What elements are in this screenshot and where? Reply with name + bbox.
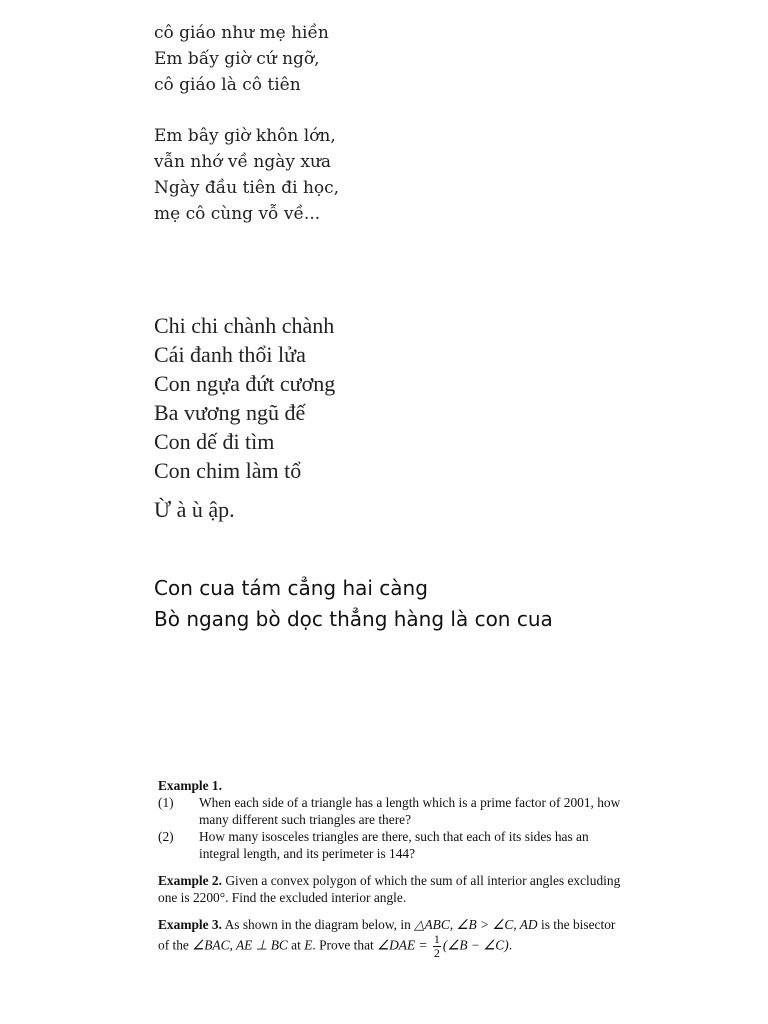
- poem-line: Ngày đầu tiên đi học,: [154, 178, 340, 198]
- item-text: When each side of a triangle has a length which is a prime factor of 2001, how many different such triangles are there?: [199, 795, 621, 827]
- math-expression: ∠DAE =: [377, 937, 428, 953]
- math-expression: △ABC, ∠B > ∠C, AD: [414, 917, 538, 932]
- poem-line: Con chim làm tổ: [154, 458, 302, 483]
- math-expression: E: [304, 937, 313, 953]
- example-3-label: Example 3.: [158, 917, 222, 932]
- example-3-text: As shown in the diagram below, in: [224, 917, 411, 932]
- example-2-label: Example 2.: [158, 873, 222, 888]
- example-3: [158, 916, 623, 960]
- example-3-text: at: [291, 937, 301, 953]
- example-2: [158, 872, 623, 906]
- poem-line: Chi chi chành chành: [154, 313, 335, 338]
- poem-last-line: Ừ à ù ập.: [154, 497, 235, 522]
- example-1-item-2: [158, 828, 623, 862]
- poem-line: vẫn nhớ về ngày xưa: [154, 152, 332, 172]
- poem-line: cô giáo là cô tiên: [154, 75, 301, 95]
- example-1-item-1: [158, 794, 623, 828]
- poem-line: mẹ cô cùng vỗ về...: [154, 204, 321, 224]
- poem-line: Ba vương ngũ đế: [154, 400, 306, 425]
- math-examples: [158, 777, 623, 960]
- item-number: (2): [158, 829, 174, 844]
- poem-line: Con ngựa đứt cương: [154, 371, 336, 396]
- example-3-text: .: [508, 937, 513, 953]
- fraction-numerator: 1: [433, 932, 440, 946]
- poem-teacher: [154, 20, 339, 227]
- poem-chi-chi: [154, 311, 335, 524]
- example-3-text: is the bisector of the: [158, 917, 616, 953]
- poem-crab: [154, 573, 553, 635]
- item-number: (1): [158, 795, 174, 810]
- example-1-heading: Example 1.: [158, 778, 222, 793]
- poem-line: Con dế đi tìm: [154, 429, 275, 454]
- stanza-gap: [154, 98, 339, 123]
- poem-line: Cái đanh thổi lửa: [154, 342, 306, 367]
- poem-line: cô giáo như mẹ hiền: [154, 23, 329, 43]
- math-expression: (∠B − ∠C): [442, 937, 509, 953]
- math-expression: ∠BAC, AE ⊥ BC: [192, 937, 288, 953]
- item-text: How many isosceles triangles are there, such that each of its sides has an integral length, and its perimeter is 144?: [199, 829, 589, 861]
- poem-line: Em bấy giờ cứ ngỡ,: [154, 49, 320, 69]
- fraction-denominator: 2: [433, 946, 440, 960]
- fraction-one-half: [433, 933, 441, 960]
- example-2-text: Given a convex polygon of which the sum of all interior angles excluding one is 2200°. Find the excluded interior angle.: [158, 873, 621, 905]
- poem-line: Con cua tám cẳng hai càng: [154, 576, 428, 600]
- poem-line: Bò ngang bò dọc thẳng hàng là con cua: [154, 607, 553, 631]
- poem-line: Em bây giờ khôn lớn,: [154, 126, 336, 146]
- example-3-text: . Prove that: [312, 937, 374, 953]
